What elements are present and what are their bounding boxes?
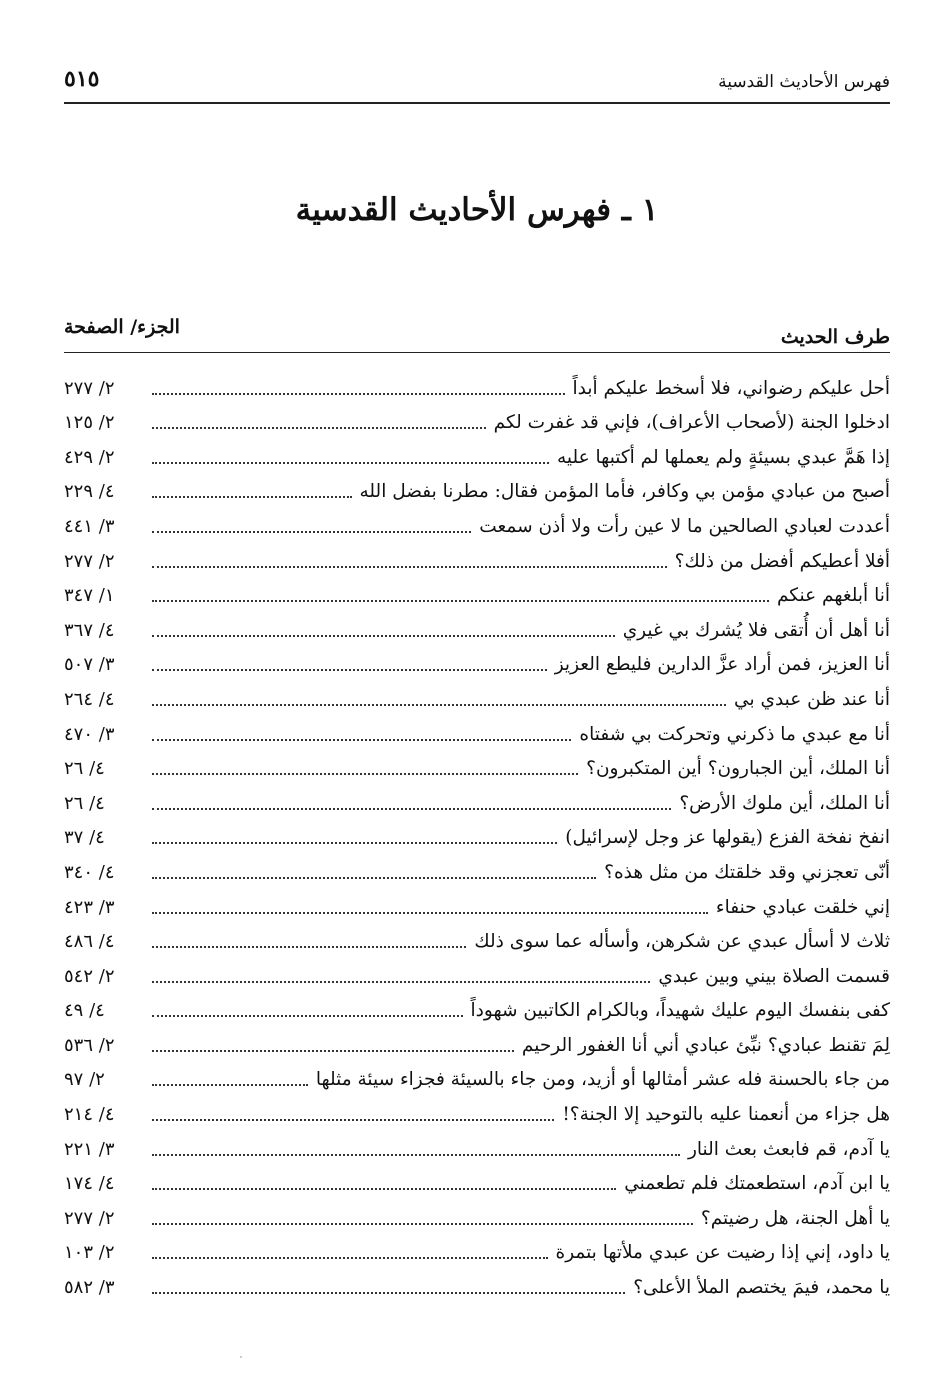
entry-text: أحل عليكم رضواني، فلا أسخط عليكم أبداً	[572, 377, 890, 399]
entry-reference: ٤/ ٢٦	[64, 758, 105, 780]
entry-text: أنا مع عبدي ما ذكرني وتحركت بي شفتاه	[579, 723, 890, 745]
index-entry	[64, 816, 890, 851]
running-head-title: فهرس الأحاديث القدسية	[718, 72, 890, 92]
index-entry	[64, 920, 890, 955]
entry-text: أنا الملك، أين ملوك الأرض؟	[679, 792, 890, 814]
dot-leader	[152, 842, 557, 844]
column-header	[64, 316, 890, 350]
index-entry	[64, 781, 890, 816]
section-title: ١ ـ فهرس الأحاديث القدسية	[295, 192, 659, 228]
dot-leader	[152, 808, 671, 810]
dot-leader	[152, 1084, 308, 1086]
entry-reference: ٤/ ٢٢٩	[64, 481, 115, 503]
entry-text: يا أهل الجنة، هل رضيتم؟	[700, 1207, 890, 1229]
dot-leader	[152, 1223, 693, 1225]
dot-leader	[152, 393, 565, 395]
entry-reference: ٤/ ١٧٤	[64, 1173, 115, 1195]
entry-text: يا ابن آدم، استطعمتك فلم تطعمني	[624, 1173, 890, 1195]
entry-reference: ٤/ ٢٦٤	[64, 688, 115, 710]
index-entry	[64, 1127, 890, 1162]
entry-text: كفى بنفسك اليوم عليك شهيداً، وبالكرام الكاتبين شهوداً	[470, 1000, 890, 1022]
entry-text: أنا أهل أن أُتقى فلا يُشرك بي غيري	[622, 619, 890, 641]
dot-leader	[152, 946, 466, 948]
entry-text: إذا هَمَّ عبدي بسيئةٍ ولم يعملها لم أكتبها عليه	[556, 446, 890, 468]
entry-reference: ٤/ ٢٦	[64, 792, 105, 814]
index-entry	[64, 1092, 890, 1127]
index-entry	[64, 539, 890, 574]
entry-reference: ٢/ ٢٧٧	[64, 377, 115, 399]
index-entry	[64, 574, 890, 609]
dot-leader	[152, 1154, 680, 1156]
index-entry	[64, 850, 890, 885]
dot-leader	[152, 462, 549, 464]
entry-text: لِمَ تقنط عبادي؟ نبِّئ عبادي أني أنا الغفور الرحيم	[521, 1034, 890, 1056]
dot-leader	[152, 635, 615, 637]
index-entry	[64, 1023, 890, 1058]
index-entry	[64, 1162, 890, 1197]
entry-text: أنا العزيز، فمن أراد عزَّ الدارين فليطع العزيز	[554, 654, 890, 676]
page-number: ٥١٥	[64, 66, 100, 92]
dot-leader	[152, 773, 578, 775]
entry-reference: ٤/ ٣٧	[64, 827, 105, 849]
entry-text: أفلا أعطيكم أفضل من ذلك؟	[674, 550, 890, 572]
column-header-divider	[64, 352, 890, 353]
entry-text: أصبح من عبادي مؤمن بي وكافر، فأما المؤمن فقال: مطرنا بفضل الله	[359, 481, 890, 503]
entry-text: أعددت لعبادي الصالحين ما لا عين رأت ولا أذن سمعت	[479, 515, 890, 537]
entry-text: قسمت الصلاة بيني وبين عبدي	[658, 965, 890, 987]
index-entry	[64, 1265, 890, 1300]
dot-leader	[152, 600, 769, 602]
column-header-hadith: طرف الحديث	[780, 326, 890, 348]
index-entry	[64, 643, 890, 678]
index-entry	[64, 504, 890, 539]
entry-reference: ٢/ ١٠٣	[64, 1242, 115, 1264]
entry-reference: ٤/ ٤٨٦	[64, 931, 115, 953]
entry-reference: ٤/ ٢١٤	[64, 1104, 115, 1126]
dot-leader	[152, 912, 708, 914]
index-entry	[64, 954, 890, 989]
running-head	[64, 66, 890, 96]
index-entry	[64, 1196, 890, 1231]
index-entry	[64, 1058, 890, 1093]
dot-leader	[152, 496, 352, 498]
entry-reference: ٣/ ٢٢١	[64, 1138, 115, 1160]
entry-reference: ٢/ ٥٣٦	[64, 1034, 115, 1056]
entry-reference: ٣/ ٤٤١	[64, 515, 115, 537]
entry-reference: ٤/ ٤٩	[64, 1000, 105, 1022]
dot-leader	[152, 1119, 554, 1121]
dot-leader	[152, 704, 726, 706]
dot-leader	[152, 981, 650, 983]
entry-text: إني خلقت عبادي حنفاء	[715, 896, 890, 918]
index-entry	[64, 366, 890, 401]
index-entry	[64, 712, 890, 747]
entry-reference: ٢/ ١٢٥	[64, 412, 115, 434]
entry-text: أنا عند ظن عبدي بي	[734, 688, 890, 710]
entry-text: هل جزاء من أنعمنا عليه بالتوحيد إلا الجنة؟!	[562, 1104, 890, 1126]
entry-text: أنا أبلغهم عنكم	[776, 585, 890, 607]
scan-speck	[240, 1356, 242, 1358]
entry-reference: ١/ ٣٤٧	[64, 585, 115, 607]
dot-leader	[152, 669, 547, 671]
entry-reference: ٢/ ٤٢٩	[64, 446, 115, 468]
entry-text: ثلاث لا أسأل عبدي عن شكرهن، وأسأله عما سوى ذلك	[474, 931, 890, 953]
dot-leader	[152, 531, 471, 533]
entry-reference: ٤/ ٣٦٧	[64, 619, 115, 641]
index-entries	[64, 366, 890, 1300]
entry-text: يا محمد، فيمَ يختصم الملأ الأعلى؟	[633, 1277, 890, 1299]
index-entry	[64, 435, 890, 470]
entry-text: يا داود، إني إذا رضيت عن عبدي ملأتها بتمرة	[555, 1242, 890, 1264]
entry-text: يا آدم، قم فابعث بعث النار	[687, 1138, 890, 1160]
index-entry	[64, 401, 890, 436]
entry-text: من جاء بالحسنة فله عشر أمثالها أو أزيد، ومن جاء بالسيئة فجزاء سيئة مثلها	[315, 1069, 890, 1091]
dot-leader	[152, 427, 486, 429]
entry-text: أنّى تعجزني وقد خلقتك من مثل هذه؟	[604, 861, 890, 883]
dot-leader	[152, 1257, 548, 1259]
entry-text: انفخ نفخة الفزع (يقولها عز وجل لإسرائيل)	[565, 827, 890, 849]
entry-text: ادخلوا الجنة (لأصحاب الأعراف)، فإني قد غفرت لكم	[493, 412, 890, 434]
index-entry	[64, 470, 890, 505]
index-entry	[64, 989, 890, 1024]
entry-reference: ٢/ ٥٤٢	[64, 965, 115, 987]
entry-reference: ٢/ ٢٧٧	[64, 1207, 115, 1229]
entry-text: أنا الملك، أين الجبارون؟ أين المتكبرون؟	[586, 758, 890, 780]
dot-leader	[152, 877, 596, 879]
header-divider	[64, 102, 890, 104]
dot-leader	[152, 1050, 514, 1052]
entry-reference: ٢/ ٢٧٧	[64, 550, 115, 572]
dot-leader	[152, 1188, 616, 1190]
entry-reference: ٤/ ٣٤٠	[64, 861, 115, 883]
entry-reference: ٣/ ٥٠٧	[64, 654, 115, 676]
index-entry	[64, 747, 890, 782]
index-entry	[64, 885, 890, 920]
column-header-reference: الجزء/ الصفحة	[64, 316, 180, 338]
entry-reference: ٢/ ٩٧	[64, 1069, 105, 1091]
dot-leader	[152, 1015, 463, 1017]
entry-reference: ٣/ ٤٢٣	[64, 896, 115, 918]
entry-reference: ٣/ ٥٨٢	[64, 1277, 115, 1299]
dot-leader	[152, 739, 571, 741]
dot-leader	[152, 1292, 625, 1294]
index-entry	[64, 608, 890, 643]
index-entry	[64, 677, 890, 712]
entry-reference: ٣/ ٤٧٠	[64, 723, 115, 745]
index-entry	[64, 1231, 890, 1266]
dot-leader	[152, 566, 667, 568]
